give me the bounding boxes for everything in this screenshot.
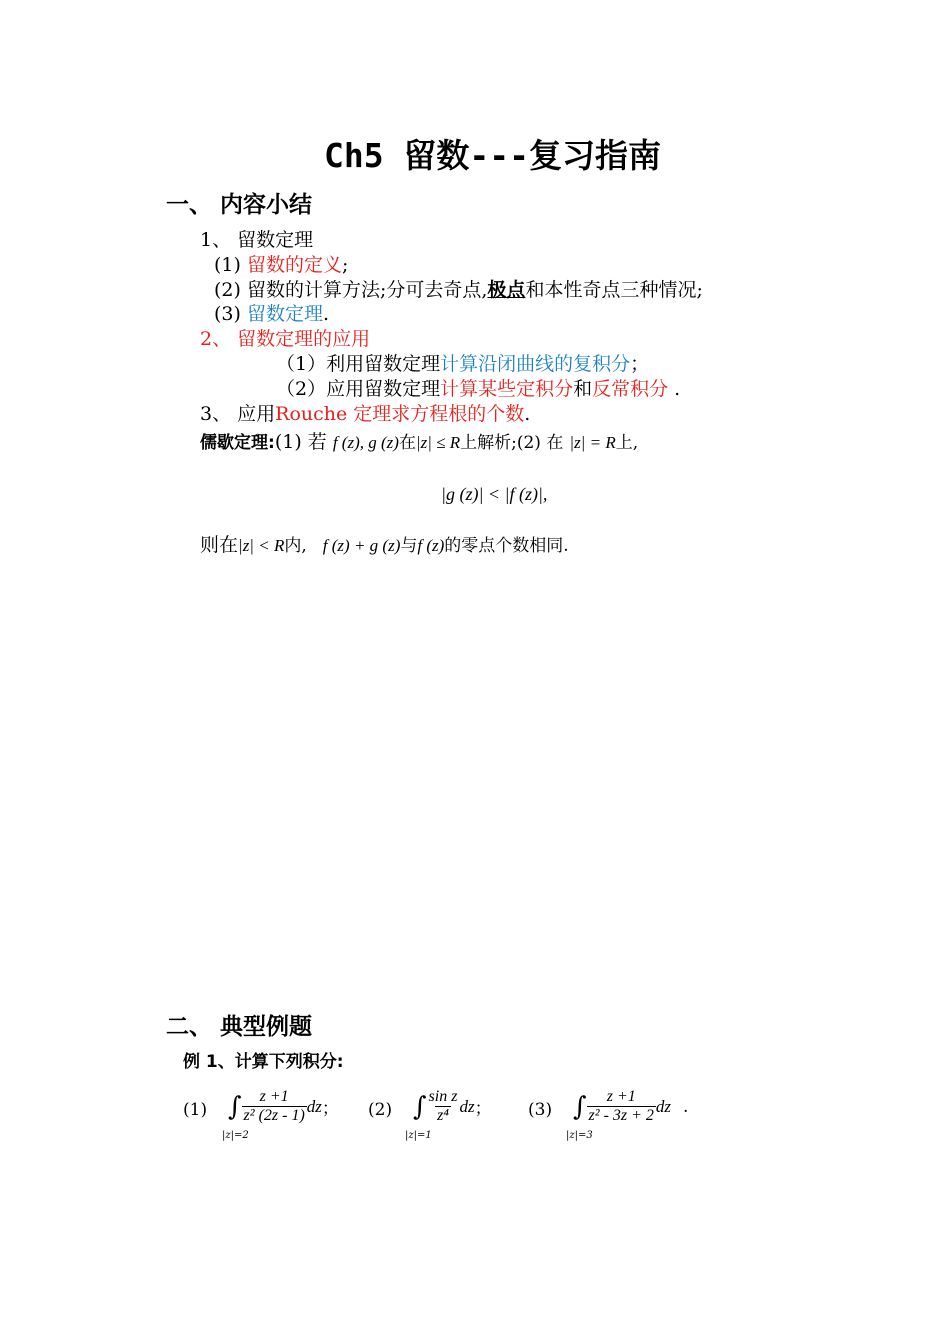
integral-2 (413, 1088, 492, 1125)
rouche-in: 在 (398, 433, 416, 453)
rouche-on: 上, (615, 433, 639, 453)
integral-3 (573, 1088, 688, 1125)
integral-sign: ∫ (413, 1091, 427, 1122)
integral-1-dz: dz (306, 1096, 322, 1116)
integral-1-sep: ； (321, 1099, 339, 1119)
rouche-theorem-conclusion (200, 530, 569, 557)
integral-3-number: (3) (528, 1100, 553, 1120)
summary-item-2-1 (276, 349, 649, 376)
f-plus-g: f (z) + g (z) (322, 536, 401, 555)
residue-theorem-text: 留数定理 (246, 303, 323, 325)
integral-2-denominator: z⁴ (437, 1107, 449, 1124)
item-number: (1) (214, 254, 241, 276)
item-text: （1）利用留数定理 (276, 353, 441, 375)
example-1-label: 例 1、计算下列积分: (183, 1052, 344, 1072)
integral-3-fraction (587, 1088, 656, 1125)
integral-2-number: (2) (368, 1100, 393, 1120)
integral-sign: ∫ (573, 1091, 587, 1122)
item-text: （2）应用留数定理 (276, 378, 441, 400)
rouche-inside: 内, (284, 536, 307, 556)
integral-2-fraction (427, 1088, 460, 1125)
summary-item-1-2 (214, 275, 703, 302)
rouche-application-text: Rouche 定理求方程根的个数 (275, 403, 525, 425)
summary-item-2: 2、 留数定理的应用 (200, 328, 371, 350)
punct: ； (630, 353, 650, 375)
integral-1 (228, 1088, 339, 1125)
f-g-expression: f (z), g (z) (332, 433, 399, 452)
item-number: (2) (214, 279, 241, 301)
rouche-cond-1: (1) 若 (274, 431, 327, 453)
summary-item-1-1 (214, 250, 348, 277)
integral-1-numerator: z +1 (259, 1088, 289, 1105)
rouche-conclusion: 的零点个数相同. (444, 536, 569, 556)
integral-3-end: . (683, 1096, 689, 1117)
item-number: (3) (214, 303, 241, 325)
item-text: 和本性奇点三种情况; (525, 279, 703, 301)
punct: . (524, 403, 531, 425)
integral-2-dz: dz (459, 1096, 475, 1116)
integral-1-fraction (242, 1088, 307, 1125)
summary-item-1: 1、 留数定理 (200, 229, 314, 251)
punct: ; (341, 254, 349, 276)
punct: . (668, 378, 681, 400)
rouche-analytic: 上解析;(2) 在 (460, 433, 564, 453)
abs-z-le-r: |z| ≤ R (415, 433, 461, 452)
integral-2-numerator: sin z (428, 1088, 458, 1105)
rouche-with: 与 (400, 536, 418, 556)
rouche-then: 则在 (200, 534, 239, 556)
integral-3-denominator: z² - 3z + 2 (588, 1107, 654, 1124)
rouche-label: 儒歇定理: (200, 433, 275, 453)
integral-3-contour: |z|=3 (566, 1130, 593, 1141)
abs-z-eq-r: |z| = R (569, 433, 616, 452)
integral-sign: ∫ (228, 1091, 242, 1122)
summary-item-1-3 (214, 299, 329, 326)
item-text: 和 (573, 378, 593, 400)
abs-z-lt-r: |z| < R (238, 536, 285, 555)
punct: . (322, 303, 330, 325)
section-heading-examples: 二、 典型例题 (166, 1014, 313, 1040)
item-text: 留数的计算方法;分可去奇点, (246, 279, 488, 301)
improper-integral-text: 反常积分 (592, 378, 669, 400)
integral-3-dz: dz (655, 1096, 672, 1116)
integral-3-numerator: z +1 (606, 1088, 636, 1105)
section-heading-summary: 一、 内容小结 (166, 192, 313, 218)
pole-emphasis: 极点 (487, 279, 526, 301)
rouche-inequality: |g (z)| < |f (z)|, (441, 484, 548, 504)
summary-item-3 (200, 399, 530, 426)
rouche-theorem-line-1 (200, 427, 638, 454)
item-text: 3、 应用 (200, 403, 276, 425)
integral-2-contour: |z|=1 (405, 1130, 432, 1141)
summary-item-2-2 (276, 374, 680, 401)
integral-1-contour: |z|=2 (222, 1130, 249, 1141)
integral-1-number: (1) (183, 1100, 208, 1120)
contour-integral-text: 计算沿闭曲线的复积分 (440, 353, 631, 375)
integral-1-denominator: z² (2z - 1) (243, 1107, 305, 1124)
residue-definition-text: 留数的定义 (246, 254, 342, 276)
integral-2-sep: ； (474, 1099, 492, 1119)
page-title: Ch5 留数---复习指南 (323, 136, 662, 175)
definite-integral-text: 计算某些定积分 (440, 378, 574, 400)
f-only: f (z) (417, 536, 445, 555)
